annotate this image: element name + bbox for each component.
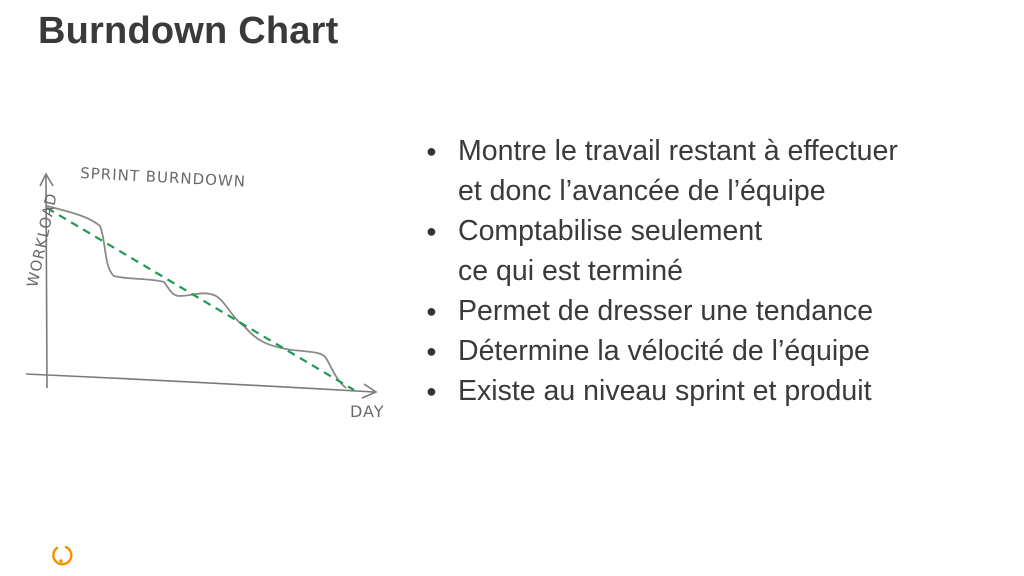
x-axis (26, 374, 374, 392)
bullet-item (426, 291, 1016, 331)
sketch-title: SPRINT BURNDOWN (79, 164, 247, 191)
bullet-text: Existe au niveau sprint et produit (458, 375, 872, 407)
bullet-text: Permet de dresser une tendance (458, 295, 874, 327)
bullet-item (426, 131, 1016, 211)
bullet-dot-icon: ● (426, 141, 437, 161)
bullet-dot-icon: ● (426, 341, 437, 361)
burndown-sketch (0, 140, 420, 440)
y-axis-label: WORKLOAD (23, 191, 61, 289)
bullet-text: Montre le travail restant à effectuer (458, 135, 898, 167)
bullet-text: Détermine la vélocité de l’équipe (458, 335, 870, 367)
bullet-item (426, 211, 1016, 291)
bullet-dot-icon: ● (426, 301, 437, 321)
bullet-text: ce qui est terminé (458, 255, 683, 287)
bullet-dot-icon: ● (426, 221, 437, 241)
bullet-text: et donc l’avancée de l’équipe (458, 175, 826, 207)
orange-circle-logo-icon (51, 543, 73, 567)
bullet-dot-icon: ● (426, 381, 437, 401)
ideal-burndown-line (47, 208, 354, 390)
bullet-item (426, 331, 1016, 371)
slide-title: Burndown Chart (38, 10, 339, 52)
bullet-text: Comptabilise seulement (458, 215, 763, 247)
bullet-list (426, 131, 1016, 411)
x-axis-label: DAY (350, 402, 385, 421)
bullet-item (426, 371, 1016, 411)
